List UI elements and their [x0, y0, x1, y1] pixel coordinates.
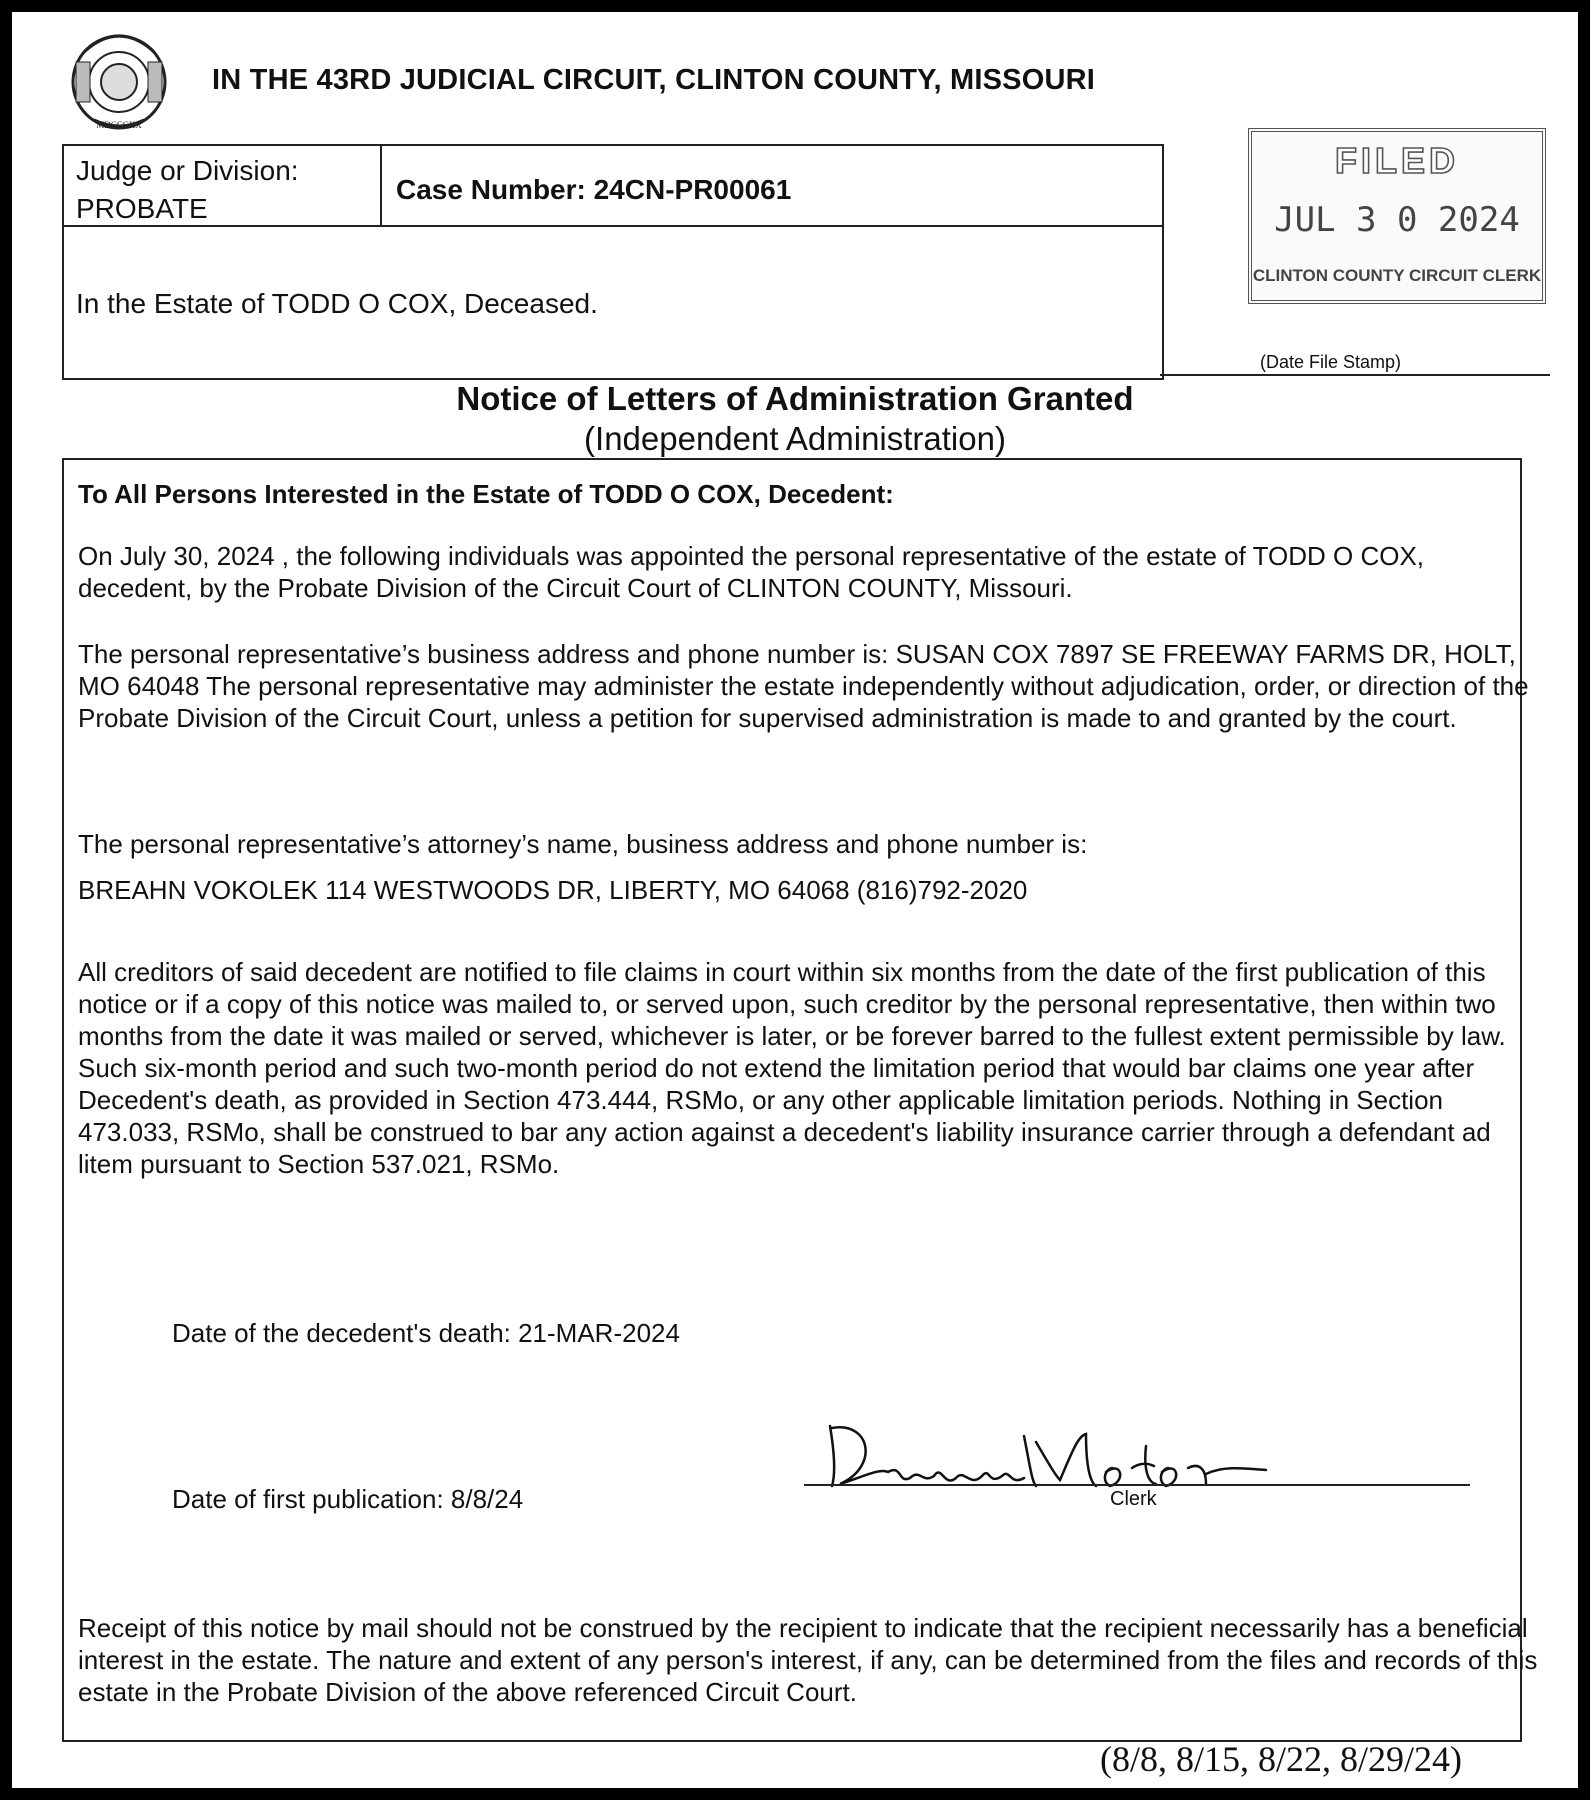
clerk-signature	[810, 1406, 1330, 1496]
case-number: Case Number: 24CN-PR00061	[396, 174, 792, 205]
attorney-info: BREAHN VOKOLEK 114 WESTWOODS DR, LIBERTY, MO 64068 (816)792-2020	[78, 875, 1028, 905]
publication-date: Date of first publication: 8/8/24	[172, 1484, 524, 1514]
addressee: To All Persons Interested in the Estate of TODD O COX, Decedent:	[78, 479, 894, 509]
state-seal-icon	[64, 22, 174, 132]
death-date: Date of the decedent's death: 21-MAR-2024	[172, 1318, 680, 1348]
divider	[1160, 374, 1550, 376]
receipt-paragraph: Receipt of this notice by mail should not be construed by the recipient to indicate that the recipient necessarily has a beneficial interest in the estate. The nature and extent of any person's interest, if any, can be determined from the files and records of this estate in the Probate Division of the above referenced Circuit Court.	[78, 1613, 1538, 1707]
stamp-filed-text: FILED	[1335, 140, 1459, 181]
creditors-paragraph: All creditors of said decedent are notified to file claims in court within six months from the date of the first publication of this notice or if a copy of this notice was mailed to, or served upon, such creditor by the personal representative, then within two months from the date it was mailed or served, whichever is later, or be forever barred to the fullest extent permissible by law. Such six-month period and such two-month period do not extend the limitation period that would bar claims one year after Decedent's death, as provided in Section 473.444, RSMo, or any other applicable limitation periods. Nothing in Section 473.033, RSMo, shall be construed to bar any action against a decedent's liability insurance carrier through a defendant ad litem pursuant to Section 537.021, RSMo.	[78, 957, 1506, 1179]
divider	[380, 144, 382, 226]
svg-text:MDCCCXX: MDCCCXX	[96, 120, 142, 130]
filed-stamp	[1248, 128, 1546, 304]
stamp-caption: (Date File Stamp)	[1260, 352, 1402, 372]
stamp-clerk: CLINTON COUNTY CIRCUIT CLERK	[1252, 266, 1542, 285]
representative-paragraph: The personal representative’s business address and phone number is: SUSAN COX 7897 SE FREEWAY FARMS DR, HOLT, MO 64048 The personal representative may administer the estate independently without adjudication, order, or direction of the Probate Division of the Circuit Court, unless a petition for supervised administration is made to and granted by the court.	[78, 639, 1529, 733]
court-title: IN THE 43RD JUDICIAL CIRCUIT, CLINTON COUNTY, MISSOURI	[212, 64, 1096, 96]
estate-line: In the Estate of TODD O COX, Deceased.	[76, 288, 598, 319]
appointment-paragraph: On July 30, 2024 , the following individuals was appointed the personal representative of the estate of TODD O COX, decedent, by the Probate Division of the Circuit Court of CLINTON COUNTY, Missouri.	[78, 541, 1425, 603]
clerk-label: Clerk	[1110, 1488, 1157, 1510]
notice-subtitle: (Independent Administration)	[584, 420, 1006, 457]
signature-line	[804, 1484, 1470, 1486]
judge-label: Judge or Division:	[76, 155, 299, 186]
stamp-date: JUL 3 0 2024	[1274, 200, 1520, 240]
judge-value: PROBATE	[76, 193, 208, 224]
judge-division	[76, 152, 299, 228]
attorney-heading: The personal representative’s attorney’s name, business address and phone number is:	[78, 829, 1088, 859]
notice-title: Notice of Letters of Administration Granted	[456, 380, 1134, 417]
publication-dates: (8/8, 8/15, 8/22, 8/29/24)	[1100, 1739, 1462, 1779]
